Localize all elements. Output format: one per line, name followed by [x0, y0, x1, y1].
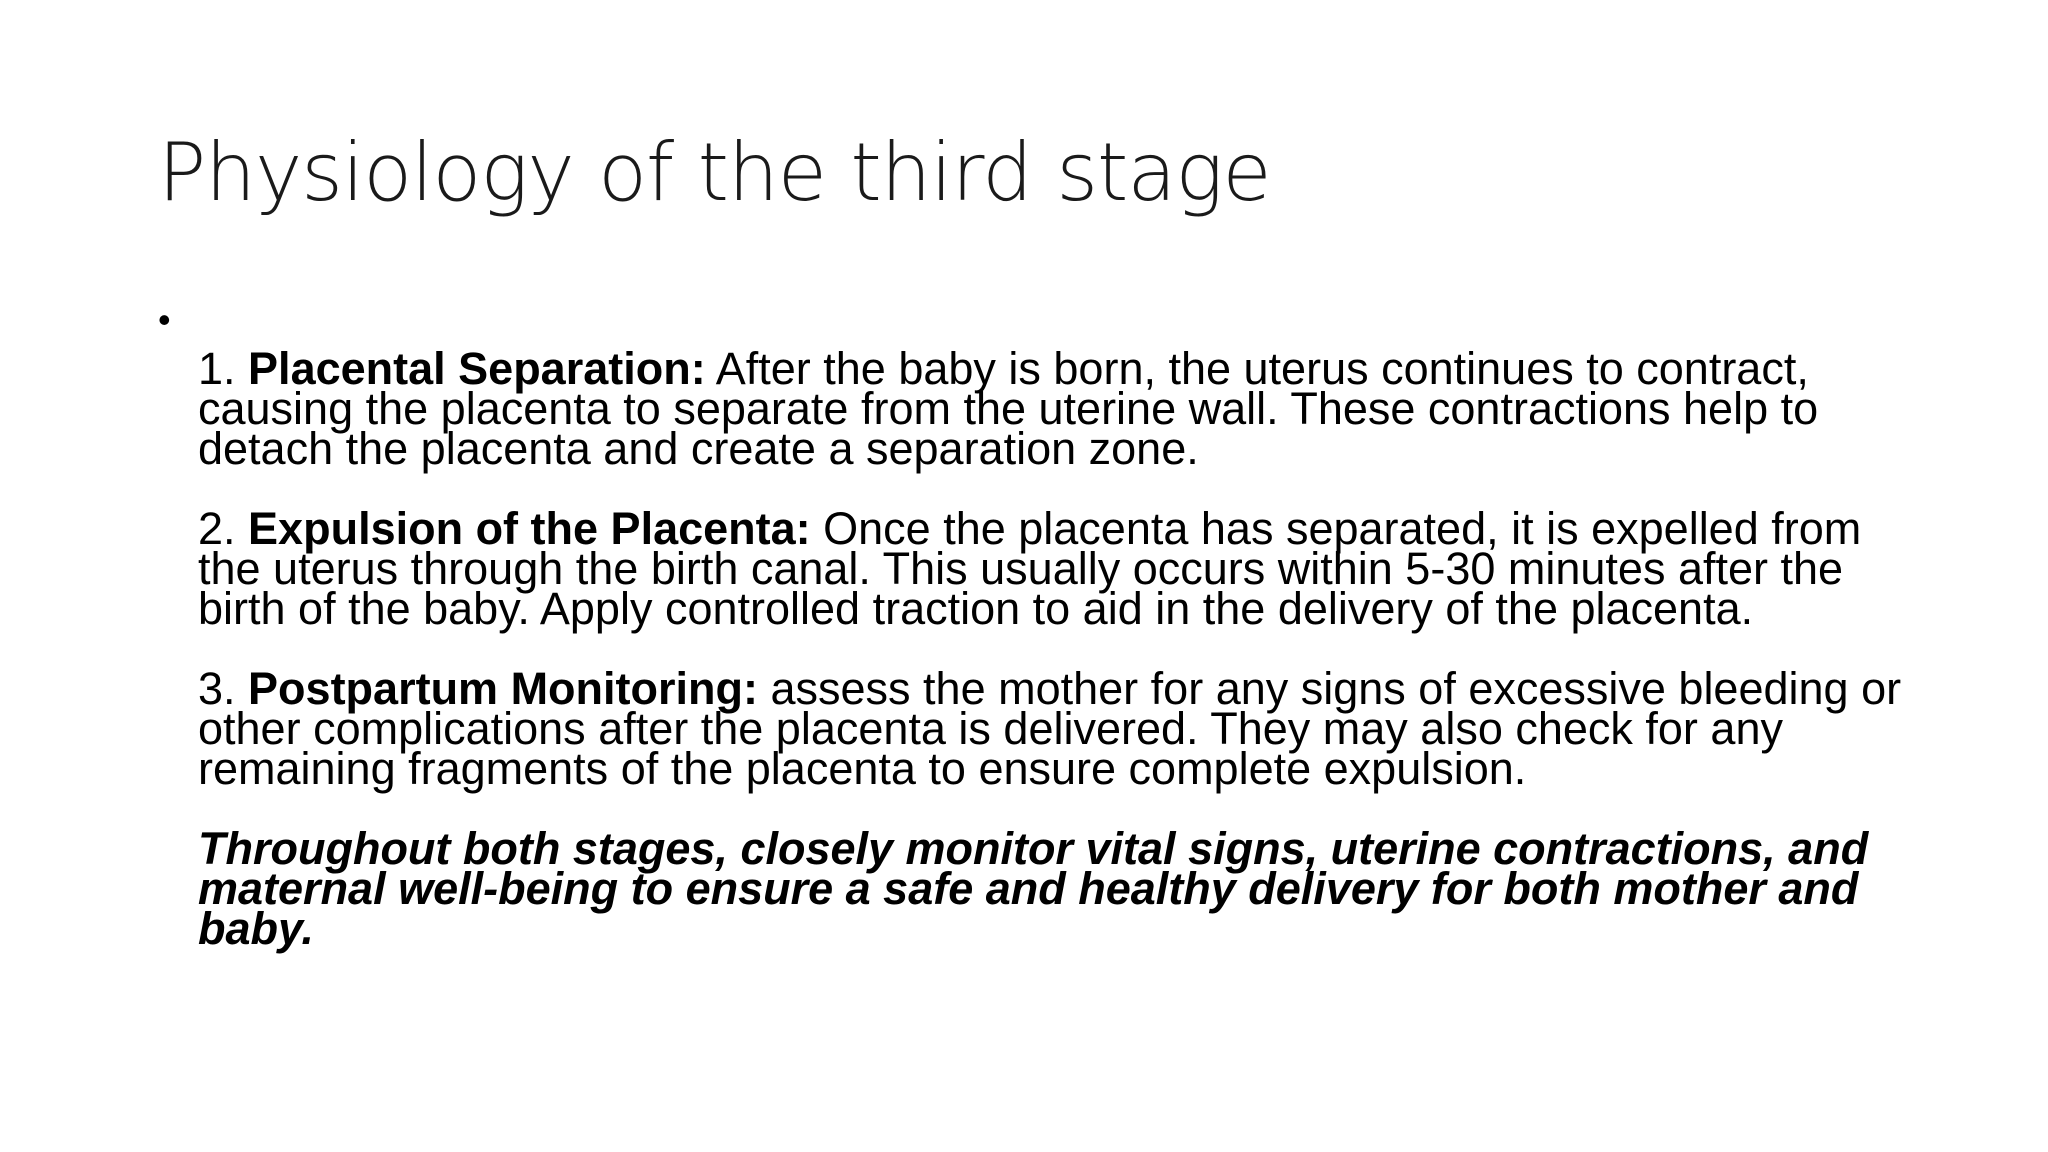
- item-heading: Placental Separation:: [248, 343, 706, 394]
- item-number: 2.: [198, 503, 249, 554]
- item-text: assess the mother for any signs of excessive bleeding or other complications after the placenta is delivered. They may also check for any remaining fragments of the placenta to ensure complete expulsion.: [198, 663, 1902, 794]
- item-heading: Expulsion of the Placenta:: [248, 503, 811, 554]
- list-item-placental-separation: [198, 343, 1918, 474]
- item-number: 3.: [198, 663, 249, 714]
- list-item-expulsion-of-placenta: [198, 503, 1918, 634]
- item-text: Once the placenta has separated, it is expelled from the uterus through the birth canal. This usually occurs within 5-30 minutes after the birth of the baby. Apply controlled traction to aid in the delivery of the placenta.: [198, 503, 1862, 634]
- slide-body: [198, 343, 1918, 954]
- item-number: 1.: [198, 343, 249, 394]
- item-heading: Postpartum Monitoring:: [248, 663, 758, 714]
- item-text: After the baby is born, the uterus continues to contract, causing the placenta to separate from the uterine wall. These contractions help to detach the placenta and create a separation zone.: [198, 343, 1819, 474]
- bullet-marker: •: [158, 299, 171, 340]
- slide-title: Physiology of the third stage: [158, 126, 1271, 219]
- closing-note: Throughout both stages, closely monitor vital signs, uterine contractions, and maternal well-being to ensure a safe and healthy delivery for both mother and baby.: [198, 823, 1869, 954]
- list-item-postpartum-monitoring: [198, 663, 1918, 794]
